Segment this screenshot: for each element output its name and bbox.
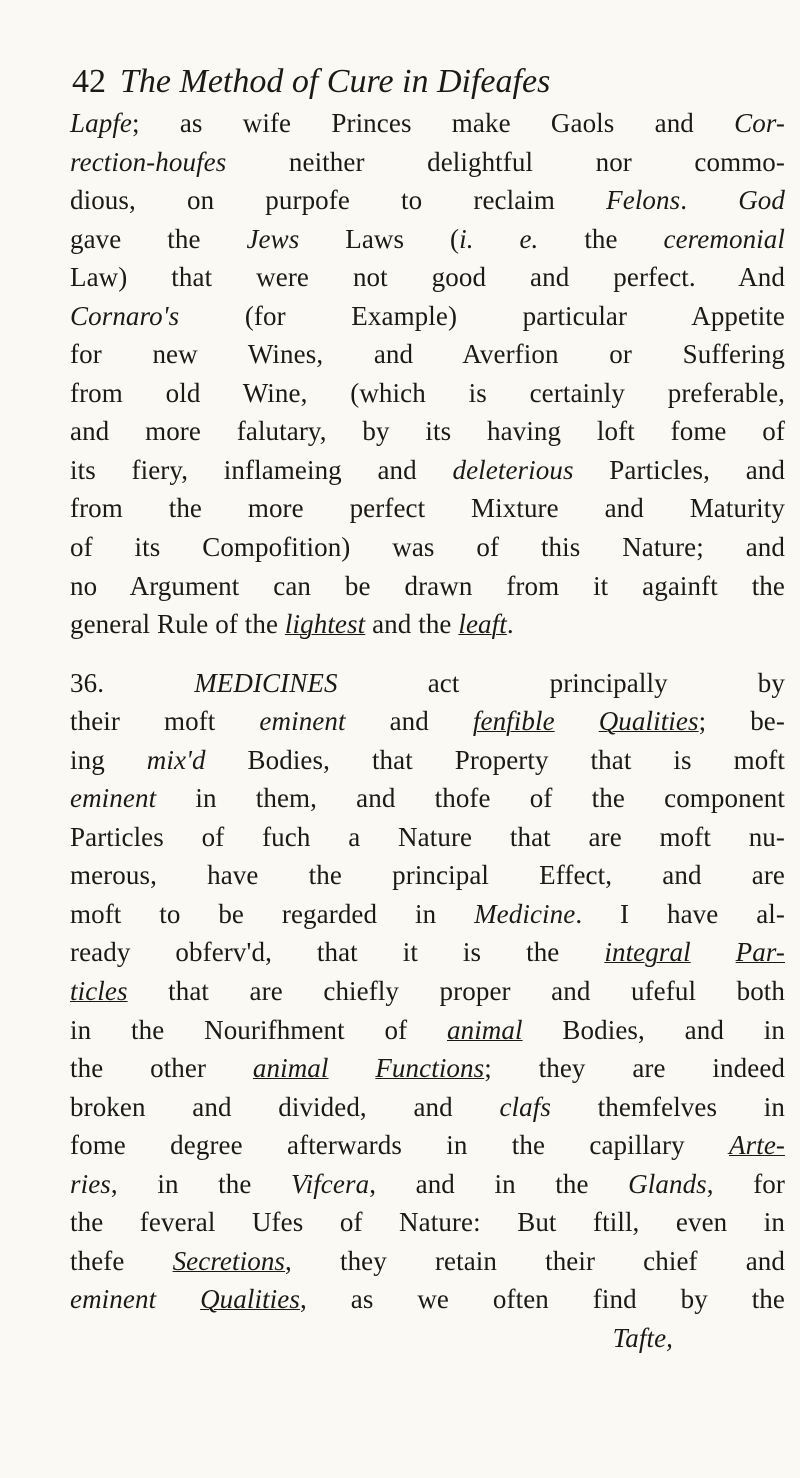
text-line: in the Nourifhment of animal Bodies, and in xyxy=(70,1014,785,1045)
running-title: The Method of Cure in Difeafes xyxy=(120,63,551,100)
text-line: eminent Qualities, as we often find by the xyxy=(70,1284,785,1315)
catchword: Tafte, xyxy=(612,1322,673,1353)
text-line: rection-houfes neither delightful nor commo- xyxy=(70,146,785,177)
text-line: Lapfe; as wife Princes make Gaols and Cor- xyxy=(70,108,785,138)
text-line: 36. MEDICINES act principally by xyxy=(70,667,785,698)
text-line: ticles that are chiefly proper and ufeful both xyxy=(70,976,785,1007)
text-line: fome degree afterwards in the capillary Arte- xyxy=(70,1130,785,1161)
text-line: moft to be regarded in Medicine. I have al- xyxy=(70,898,786,929)
page-number: 42 xyxy=(72,63,106,100)
text-line: of its Compofition) was of this Nature; and xyxy=(70,532,785,563)
text-line: and more falutary, by its having loft fome of xyxy=(70,416,785,447)
text-line: merous, have the principal Effect, and are xyxy=(70,860,785,891)
paragraph-2 xyxy=(70,664,785,1319)
paragraph-gap xyxy=(70,644,785,664)
paragraph-1 xyxy=(70,104,785,644)
text-line: Particles of fuch a Nature that are moft nu- xyxy=(70,821,785,852)
text-line: Law) that were not good and perfect. And xyxy=(70,262,785,293)
text-line: gave the Jews Laws (i. e. the ceremonial xyxy=(70,223,785,254)
text-line: their moft eminent and fenfible Qualities; be- xyxy=(70,706,785,737)
text-line: the other animal Functions; they are indeed xyxy=(70,1053,785,1084)
text-line: ries, in the Vifcera, and in the Glands, for xyxy=(70,1168,786,1199)
text-line: from old Wine, (which is certainly preferable, xyxy=(70,377,785,408)
text-line: from the more perfect Mixture and Maturity xyxy=(70,493,785,524)
text-line: no Argument can be drawn from it againft the xyxy=(70,570,785,601)
text-line: the feveral Ufes of Nature: But ftill, even in xyxy=(70,1207,785,1238)
text-line-last: general Rule of the lightest and the leaft. xyxy=(70,609,514,640)
text-line: dious, on purpofe to reclaim Felons. God xyxy=(70,185,786,216)
running-header xyxy=(72,62,550,102)
text-line: its fiery, inflameing and deleterious Particles, and xyxy=(70,454,785,485)
text-line: ing mix'd Bodies, that Property that is moft xyxy=(70,744,785,775)
text-line: broken and divided, and clafs themfelves in xyxy=(70,1091,785,1122)
text-line: eminent in them, and thofe of the component xyxy=(70,783,785,814)
body-text xyxy=(70,104,785,1358)
text-line: Cornaro's (for Example) particular Appetite xyxy=(70,300,785,331)
text-line: for new Wines, and Averfion or Suffering xyxy=(70,339,785,370)
text-line: thefe Secretions, they retain their chief and xyxy=(70,1245,785,1276)
text-line: ready obferv'd, that it is the integral Par- xyxy=(70,937,786,968)
